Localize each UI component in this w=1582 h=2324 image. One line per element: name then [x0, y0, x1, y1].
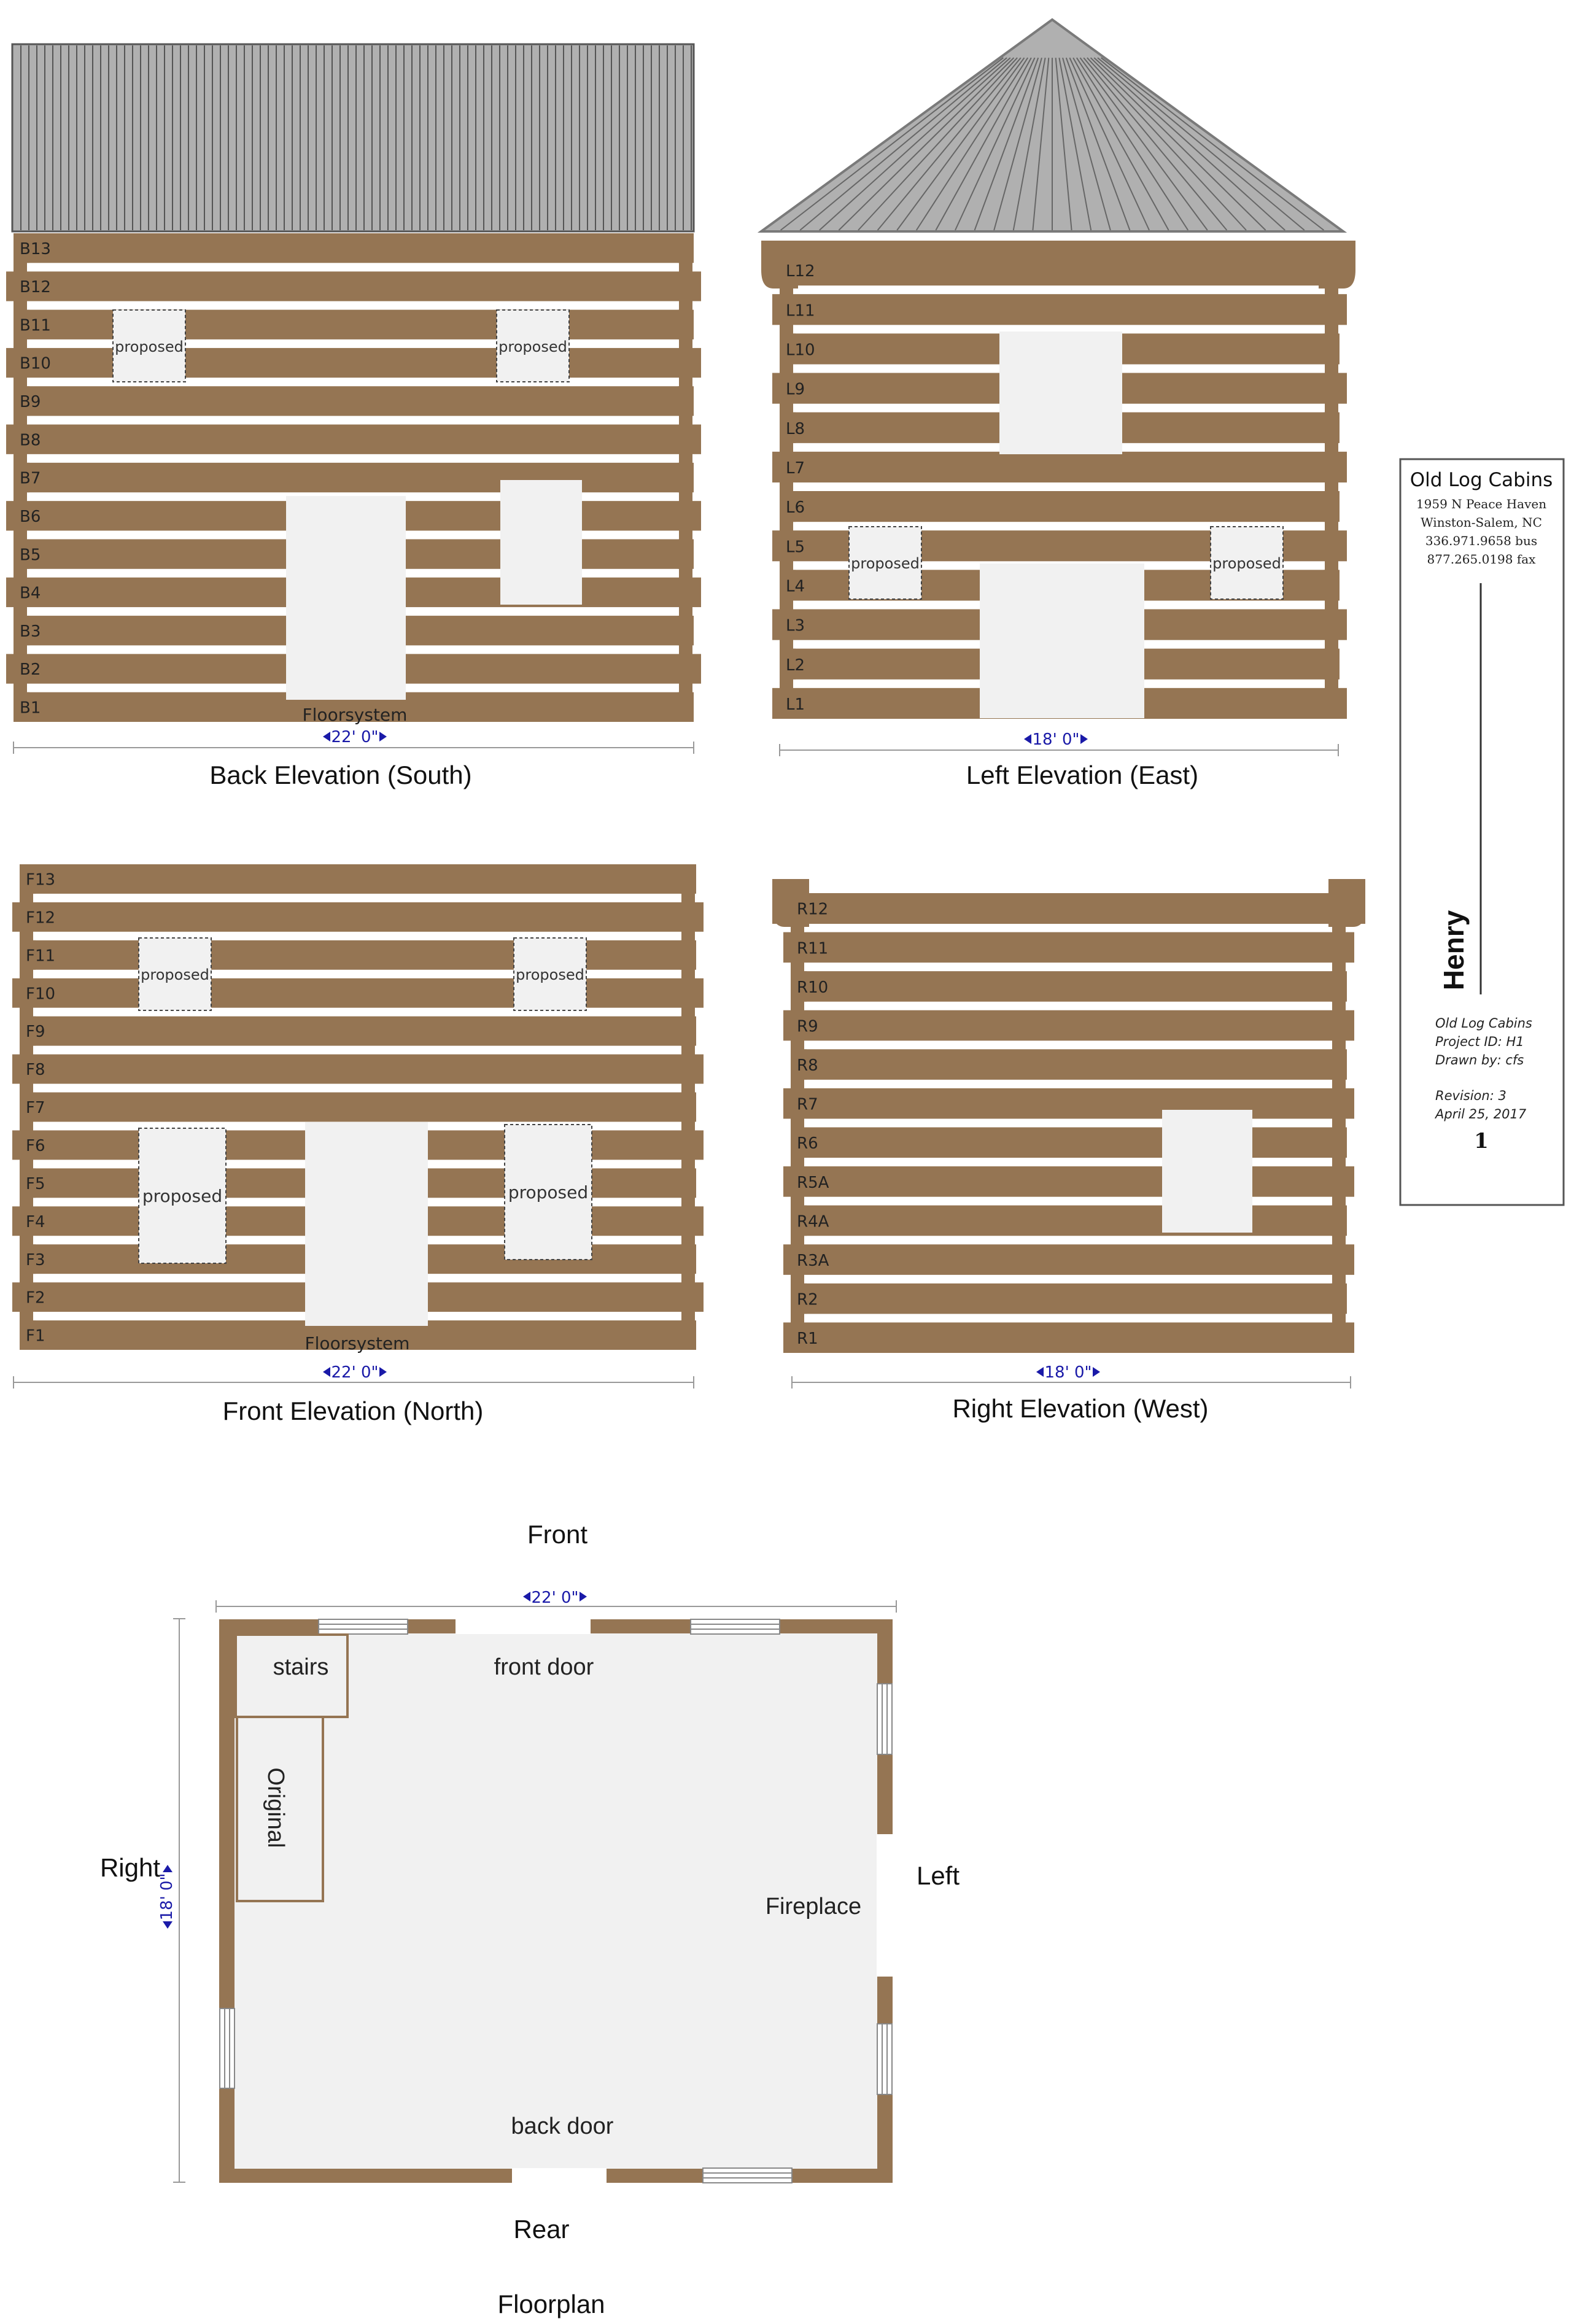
- front-log-label: F10: [26, 985, 56, 1004]
- back-dim-arrow-right-icon: [379, 732, 387, 742]
- right-log: [792, 1322, 1346, 1353]
- right-log-wall: [772, 879, 1365, 1353]
- front-log-label: F9: [26, 1023, 45, 1042]
- right-dim-arrow-right-icon: [1093, 1367, 1100, 1377]
- floorplan-window-left-top: [877, 1684, 892, 1754]
- left-log-label: L11: [786, 301, 815, 320]
- front-log: [21, 1017, 695, 1046]
- company-phone: 336.971.9658 bus: [1425, 533, 1538, 548]
- right-log: [792, 971, 1346, 1002]
- back-log-label: B3: [20, 622, 41, 641]
- front-proposed-label-top-right: proposed: [516, 966, 584, 983]
- floorplan-window-front-right: [691, 1619, 780, 1634]
- revision-date: April 25, 2017: [1435, 1107, 1527, 1121]
- floorplan-caption: Floorplan: [497, 2290, 605, 2318]
- front-dimension-text: 22' 0": [331, 1363, 379, 1382]
- front-log-label: F4: [26, 1212, 45, 1231]
- front-log-label: F5: [26, 1174, 45, 1193]
- floorplan-depth-text: 18' 0": [158, 1873, 176, 1921]
- back-log-label: B2: [20, 660, 41, 680]
- back-log-label: B9: [20, 393, 41, 412]
- floorplan-front-label: Front: [527, 1520, 588, 1549]
- floorplan: [100, 1520, 960, 2318]
- front-log-label: F6: [26, 1137, 45, 1156]
- right-log: [792, 932, 1346, 963]
- sheet-number: 1: [1474, 1129, 1489, 1153]
- floorplan-window-front-left: [319, 1619, 408, 1634]
- back-dimension-text: 22' 0": [331, 728, 379, 746]
- back-log: [15, 386, 692, 416]
- company-address-1: 1959 N Peace Haven: [1416, 497, 1547, 511]
- floorplan-dim-arrow-bottom-icon: [163, 1921, 173, 1929]
- left-log: [781, 452, 1338, 482]
- front-corner-post-right: [681, 864, 695, 1350]
- left-log-label: L4: [786, 577, 805, 596]
- floorplan-dim-arrow-left-icon: [523, 1592, 530, 1602]
- back-log-label: B6: [20, 507, 41, 526]
- original-label: Original: [263, 1767, 289, 1848]
- front-dimension-line: [14, 1363, 694, 1389]
- left-log-label: L12: [786, 262, 815, 281]
- back-log-label: B4: [20, 584, 41, 603]
- right-log-label: R6: [797, 1134, 818, 1153]
- right-top-plate: [772, 893, 1365, 924]
- front-dim-arrow-left-icon: [323, 1367, 330, 1377]
- back-window-opening: [500, 480, 582, 605]
- left-log-label: L7: [786, 459, 805, 478]
- right-corner-post-right: [1332, 893, 1346, 1353]
- front-proposed-label-bottom-left: proposed: [142, 1186, 223, 1206]
- revision: Revision: 3: [1435, 1088, 1506, 1103]
- floorplan-dim-arrow-top-icon: [163, 1865, 173, 1872]
- front-proposed-label-top-left: proposed: [141, 966, 209, 983]
- back-door-gap: [512, 2168, 607, 2183]
- left-dim-arrow-left-icon: [1024, 734, 1031, 744]
- project-id: Project ID: H1: [1435, 1034, 1524, 1049]
- left-dimension-text: 18' 0": [1032, 730, 1080, 749]
- front-log: [21, 902, 695, 932]
- back-log-label: B11: [20, 316, 51, 335]
- back-dim-arrow-left-icon: [323, 732, 330, 742]
- back-log-label: B10: [20, 354, 51, 373]
- back-log-label: B12: [20, 278, 51, 297]
- front-dim-arrow-right-icon: [379, 1367, 387, 1377]
- left-elevation: [761, 20, 1355, 789]
- floorplan-width-text: 22' 0": [531, 1589, 579, 1607]
- back-proposed-label-left: proposed: [115, 338, 184, 355]
- company-fax: 877.265.0198 fax: [1427, 552, 1536, 567]
- right-log: [792, 1128, 1346, 1158]
- left-log-label: L10: [786, 341, 815, 360]
- right-log: [792, 1010, 1346, 1041]
- left-dimension-line: [780, 730, 1338, 756]
- left-proposed-label-left: proposed: [851, 555, 920, 572]
- stairs-label: stairs: [273, 1654, 329, 1680]
- left-proposed-label-right: proposed: [1212, 555, 1281, 572]
- right-log-label: R12: [797, 900, 829, 919]
- back-log-label: B7: [20, 469, 41, 488]
- right-log: [792, 1166, 1346, 1197]
- back-log: [15, 425, 692, 454]
- floorplan-depth-dimension: [158, 1619, 185, 2182]
- right-log: [792, 1206, 1346, 1236]
- front-log: [21, 978, 695, 1008]
- left-window-opening: [999, 331, 1122, 454]
- back-corner-post-right: [679, 233, 692, 722]
- floorplan-width-dimension: [216, 1589, 896, 1613]
- left-door-opening: [980, 564, 1144, 718]
- front-log: [21, 940, 695, 970]
- fireplace-label: Fireplace: [765, 1894, 862, 1919]
- right-log: [792, 1284, 1346, 1314]
- back-log: [15, 463, 692, 492]
- drawn-by: Drawn by: cfs: [1435, 1053, 1524, 1067]
- left-corner-post-right: [1325, 255, 1338, 719]
- company-address-2: Winston-Salem, NC: [1421, 515, 1542, 530]
- right-log: [792, 1244, 1346, 1275]
- back-elevation-caption: Back Elevation (South): [209, 761, 472, 789]
- right-log: [792, 1049, 1346, 1080]
- front-log-label: F7: [26, 1099, 45, 1118]
- left-log-label: L6: [786, 498, 805, 517]
- right-log-label: R10: [797, 978, 829, 997]
- back-elevation: [6, 44, 701, 789]
- right-log-label: R7: [797, 1095, 818, 1114]
- left-log-label: L9: [786, 380, 805, 399]
- front-log-label: F11: [26, 947, 56, 966]
- right-log-label: R9: [797, 1017, 818, 1036]
- right-log-label: R1: [797, 1330, 818, 1349]
- back-log-label: B8: [20, 431, 41, 450]
- floorplan-window-back: [703, 2168, 792, 2183]
- front-elevation: [12, 864, 704, 1425]
- floorplan-left-label: Left: [916, 1861, 960, 1890]
- front-log-label: F2: [26, 1288, 45, 1307]
- left-roof: [761, 20, 1343, 231]
- floorplan-right-label: Right: [99, 1853, 161, 1882]
- left-log: [781, 294, 1338, 325]
- front-log: [21, 1093, 695, 1122]
- back-door-opening: [286, 496, 406, 700]
- floorplan-window-left-bottom: [877, 2024, 892, 2094]
- right-elevation: [772, 879, 1365, 1423]
- front-floorsystem-label: Floorsystem: [304, 1333, 410, 1354]
- back-dimension-line: [14, 728, 694, 754]
- floorplan-dim-arrow-right-icon: [580, 1592, 587, 1602]
- right-corner-post-left: [791, 893, 804, 1353]
- title-block: [1400, 459, 1564, 1205]
- fireplace-gap: [877, 1834, 893, 1977]
- front-elevation-caption: Front Elevation (North): [222, 1396, 484, 1425]
- right-log-label: R2: [797, 1290, 818, 1309]
- right-log-label: R4A: [797, 1212, 829, 1231]
- back-log-label: B13: [20, 239, 51, 258]
- left-corner-post-left: [780, 255, 793, 719]
- right-dimension-line: [792, 1363, 1351, 1389]
- back-log-label: B1: [20, 699, 41, 718]
- right-window-opening: [1162, 1110, 1252, 1233]
- left-log-label: L3: [786, 616, 805, 635]
- company-name: Old Log Cabins: [1409, 469, 1553, 491]
- right-log-label: R5A: [797, 1173, 829, 1192]
- back-door-label: back door: [511, 2113, 614, 2139]
- back-log-label: B5: [20, 546, 41, 565]
- front-log-label: F3: [26, 1250, 45, 1269]
- left-log-label: L8: [786, 419, 805, 438]
- right-log-label: R3A: [797, 1251, 829, 1270]
- back-roof: [12, 44, 694, 231]
- front-door-opening: [305, 1122, 428, 1326]
- front-log-label: F13: [26, 870, 56, 889]
- left-top-plate: [761, 241, 1355, 268]
- left-log: [781, 491, 1338, 522]
- front-log-label: F1: [26, 1327, 45, 1346]
- back-proposed-label-right: proposed: [498, 338, 567, 355]
- front-log: [21, 864, 695, 894]
- right-log: [792, 1088, 1346, 1119]
- left-elevation-caption: Left Elevation (East): [966, 761, 1199, 789]
- floorplan-window-right: [220, 2008, 235, 2088]
- front-proposed-label-bottom-right: proposed: [508, 1182, 589, 1203]
- right-log-label: R8: [797, 1056, 818, 1075]
- back-floorsystem-label: Floorsystem: [302, 705, 408, 725]
- right-dimension-text: 18' 0": [1044, 1363, 1092, 1382]
- back-log: [15, 271, 692, 301]
- front-log: [21, 1055, 695, 1084]
- floorplan-rear-label: Rear: [513, 2215, 570, 2244]
- client-name: Henry: [1438, 910, 1470, 991]
- front-door-gap: [456, 1619, 591, 1634]
- right-dim-arrow-left-icon: [1036, 1367, 1044, 1377]
- right-log-label: R11: [797, 939, 829, 958]
- back-log: [15, 233, 692, 263]
- right-elevation-caption: Right Elevation (West): [952, 1394, 1209, 1423]
- front-log-label: F8: [26, 1061, 45, 1080]
- left-log-label: L1: [786, 695, 805, 714]
- front-log-label: F12: [26, 908, 56, 928]
- front-door-label: front door: [494, 1654, 594, 1680]
- left-dim-arrow-right-icon: [1080, 734, 1088, 744]
- left-log-label: L2: [786, 656, 805, 675]
- company-name-2: Old Log Cabins: [1435, 1016, 1532, 1031]
- left-log-label: L5: [786, 538, 805, 557]
